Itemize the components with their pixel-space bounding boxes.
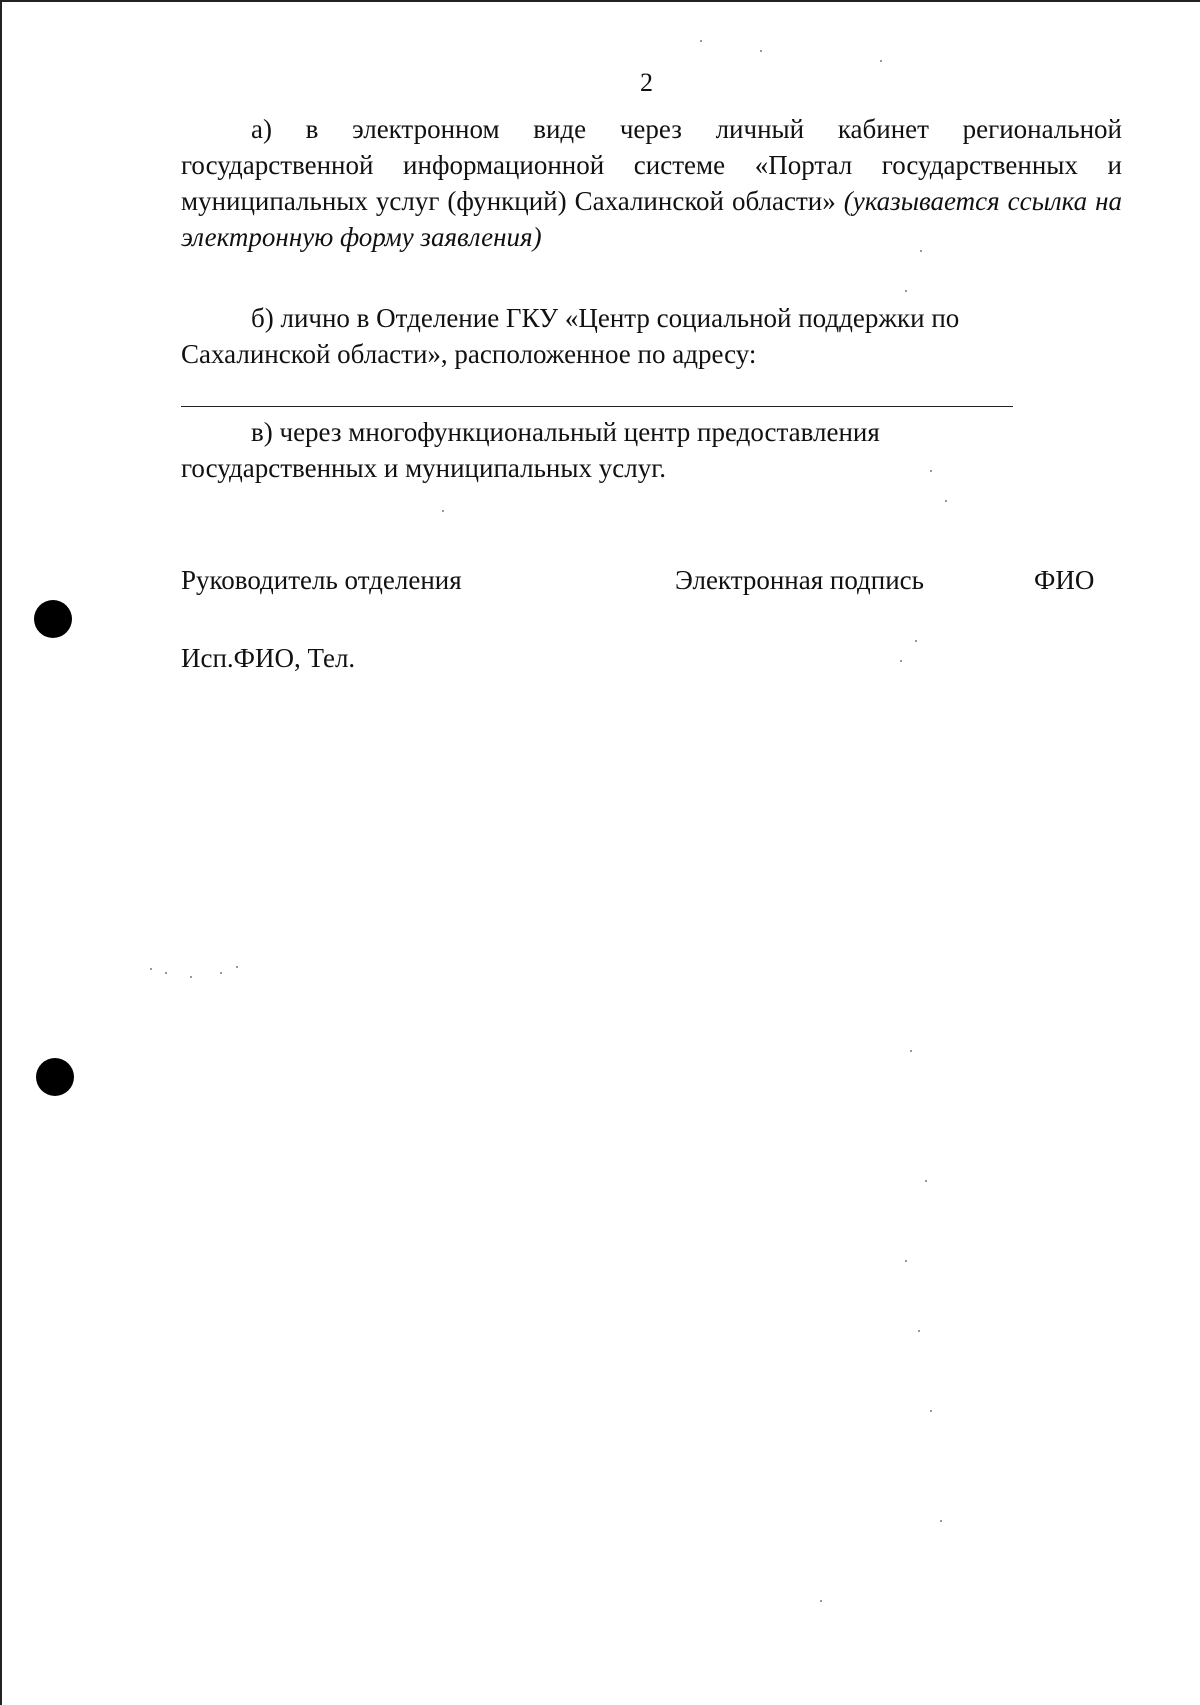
option-b-paragraph: б) лично в Отделение ГКУ «Центр социальной поддержки по Сахалинской области», расположенное по адресу: [181, 303, 960, 369]
electronic-signature-label: Электронная подпись [675, 565, 924, 595]
punch-hole-upper [34, 600, 72, 638]
executor-contact: Исп.ФИО, Тел. [181, 643, 356, 673]
option-a-note: (указывается ссылка на электронную форму заявления) [181, 186, 1123, 252]
scan-edge-top [0, 0, 1200, 2]
option-a-text: а) в электронном виде через личный кабинет региональной государственной информационной системе «Портал государственных и муниципальных услуг (функций) Сахалинской области» [181, 114, 1122, 216]
signatory-position: Руководитель отделения [181, 565, 462, 595]
punch-hole-lower [36, 1058, 74, 1096]
address-blank-line [181, 406, 1013, 407]
scan-edge-left [0, 0, 2, 1705]
signatory-name: ФИО [1034, 565, 1095, 595]
option-a-paragraph [181, 111, 1122, 255]
page-number: 2 [640, 68, 653, 97]
option-c-paragraph: в) через многофункциональный центр предоставления государственных и муниципальных услуг. [181, 417, 880, 483]
